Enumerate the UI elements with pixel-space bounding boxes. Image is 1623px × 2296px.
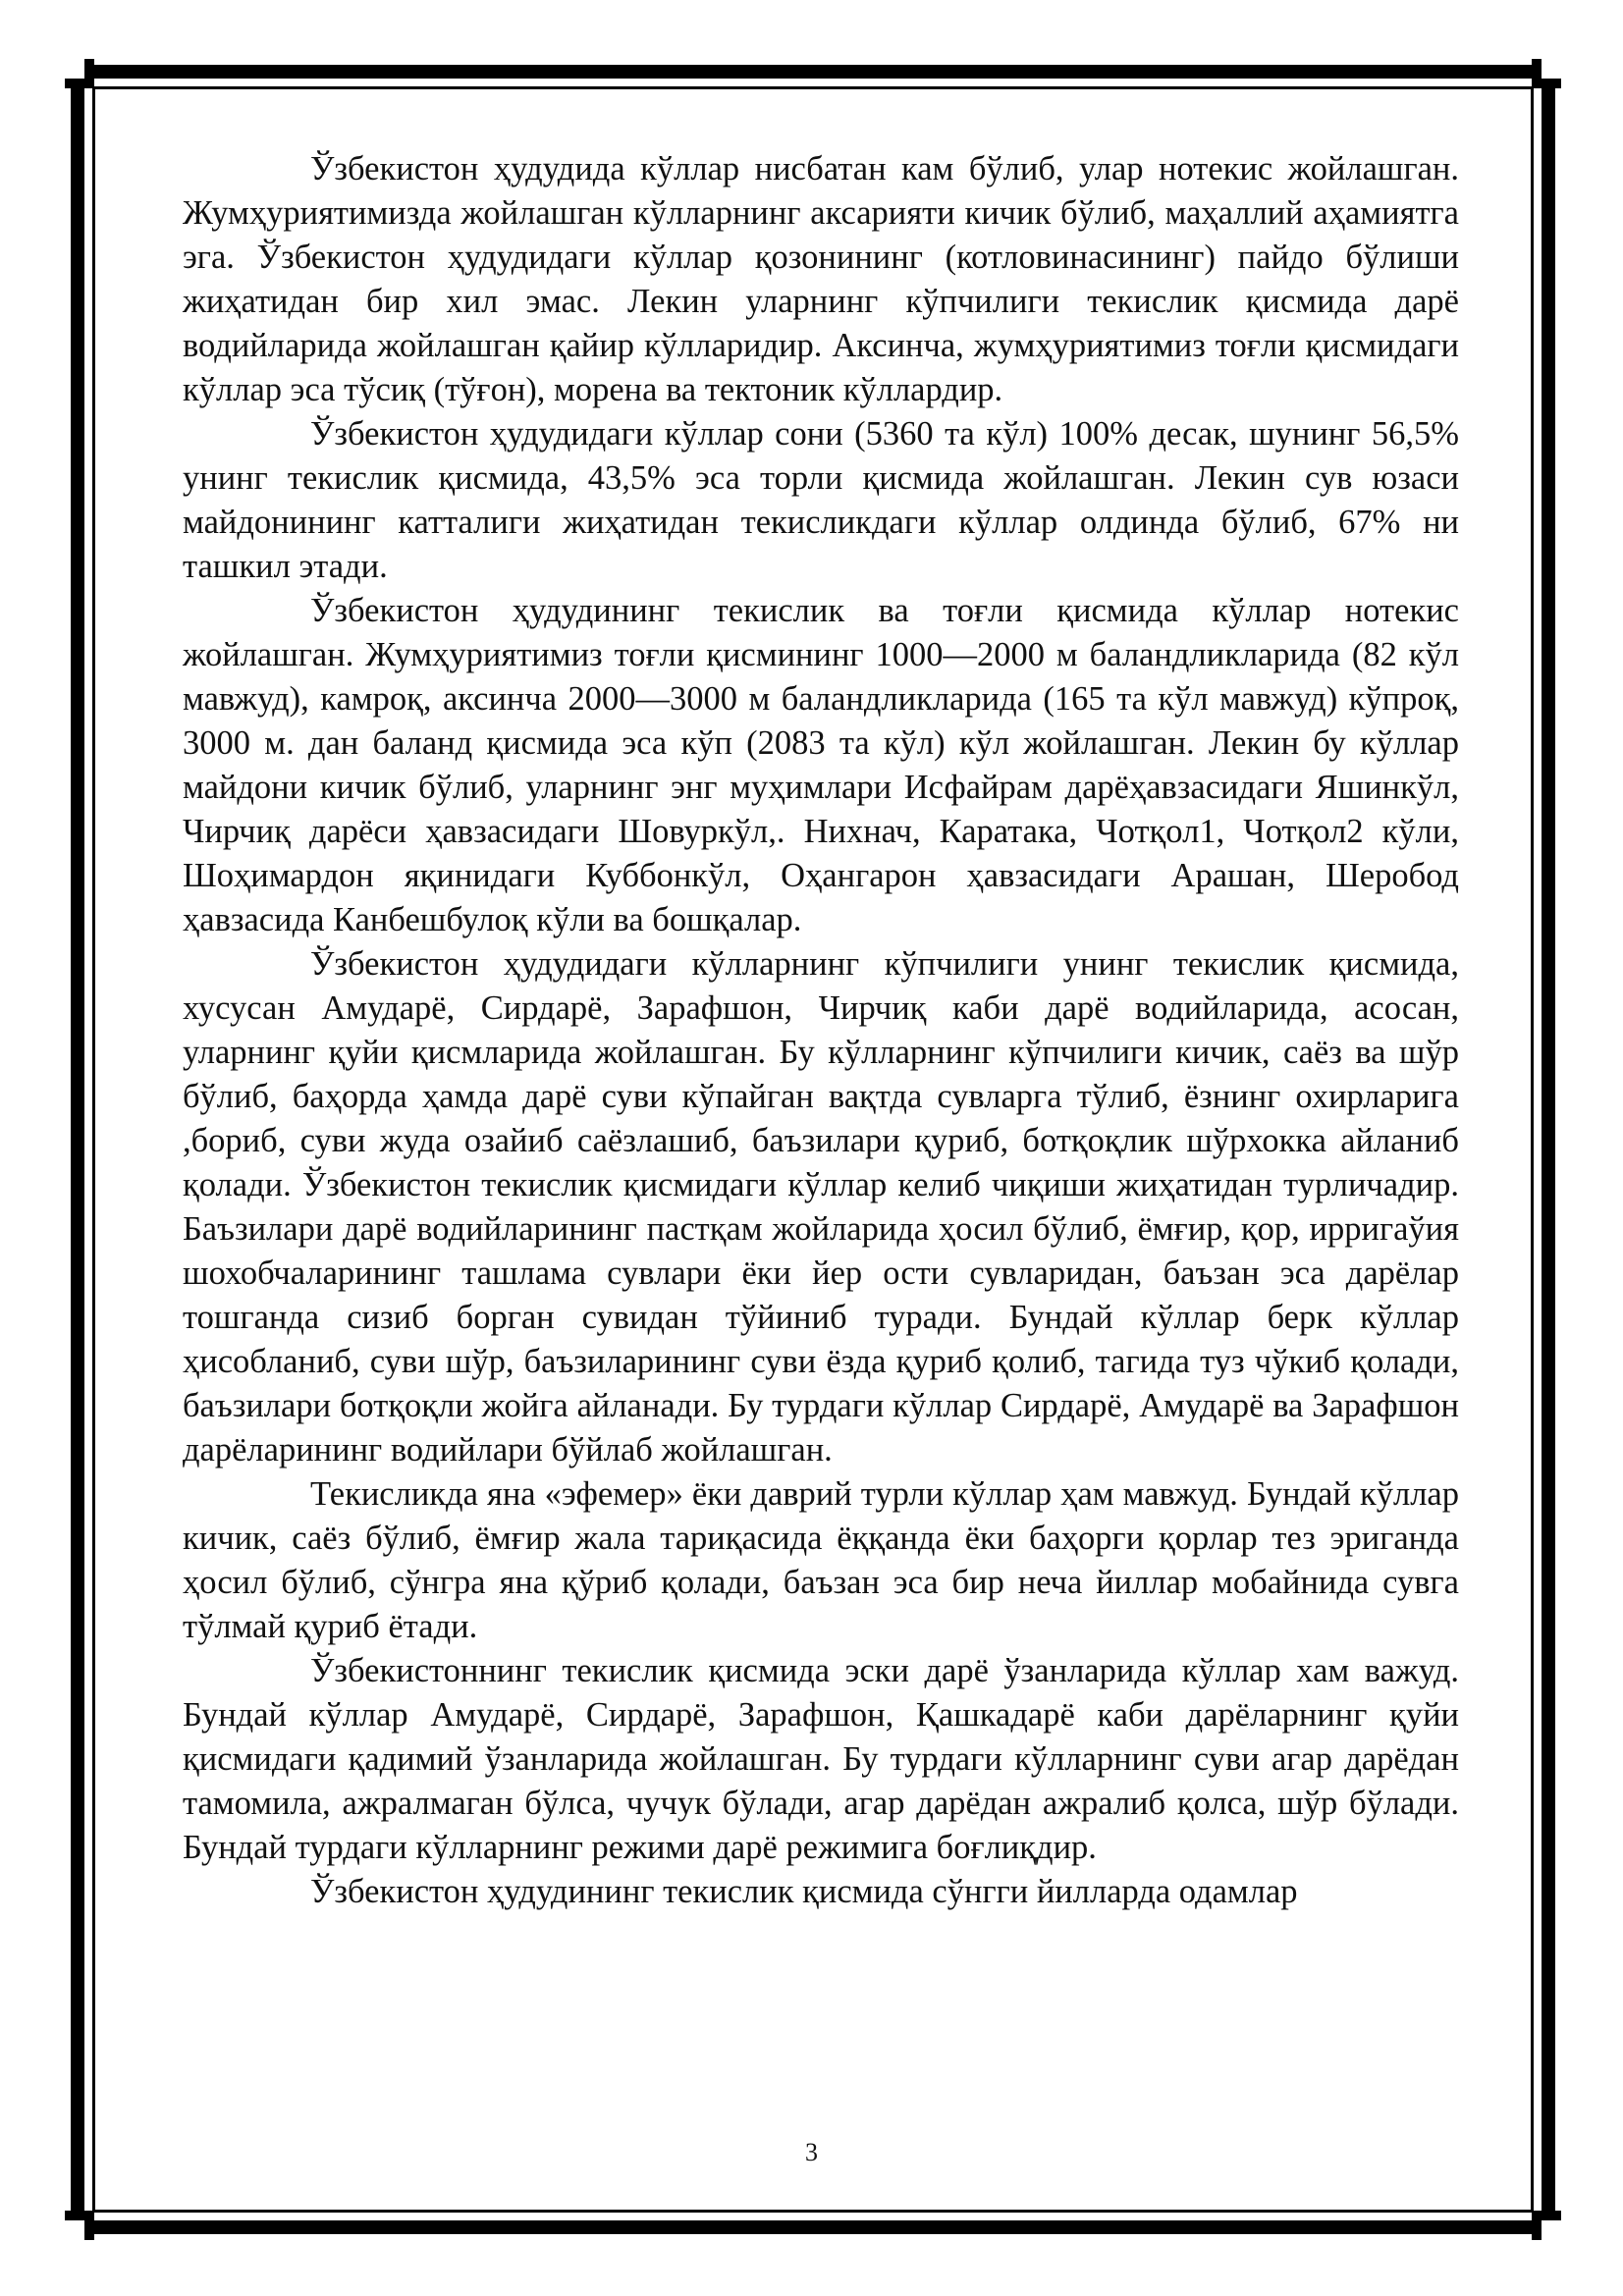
paragraph: Ўзбекистон ҳудудида кўллар нисбатан кам бўлиб, улар нотекис жойлашган. Жумҳуриятимизда жойлашган кўлларнинг аксарияти кичик бўлиб, маҳаллий аҳамиятга эга. Ўзбекистон ҳудудидаги кўллар қозонининг (котловинасининг) пайдо бўлиши жиҳатидан бир хил эмас. Лекин уларнинг кўпчилиги текислик қисмида дарё водийларида жойлашган қайир кўлларидир. Аксинча, жумҳуриятимиз тоғли қисмидаги кўллар эса тўсиқ (тўғон), морена ва тектоник кўллардир.: [183, 150, 1459, 408]
paragraph: Ўзбекистон ҳудудидаги кўлларнинг кўпчилиги унинг текислик қисмида, хусусан Амударё, Сирдарё, Зарафшон, Чирчиқ каби дарё водийларида, асосан, уларнинг қуйи қисмларида жойлашган. Бу кўлларнинг кўпчилиги кичик, саёз ва шўр бўлиб, баҳорда ҳамда дарё суви кўпайган вақтда сувларга тўлиб, ёзнинг охирларига ,бориб, суви жуда озайиб саёзлашиб, баъзилари қуриб, ботқоқлик шўрхокка айланиб қолади. Ўзбекистон текислик қисмидаги кўллар келиб чиқиши жиҳатидан турличадир. Баъзилари дарё водийларининг пастқам жойларида ҳосил бўлиб, ёмғир, қор, ирригаўия шохобчаларининг ташлама сувлари ёки йер ости сувларидан, баъзан эса дарёлар тошганда сизиб борган сувидан тўйиниб туради. Бундай кўллар берк кўллар ҳисобланиб, суви шўр, баъзиларининг суви ёзда қуриб қолиб, тагида туз чўкиб қолади, баъзилари ботқоқли жойга айланади. Бу турдаги кўллар Сирдарё, Амударё ва Зарафшон дарёларининг водийлари бўйлаб жойлашган.: [183, 945, 1459, 1468]
paragraph: Ўзбекистон ҳудудидаги кўллар сони (5360 та кўл) 100% десак, шунинг 56,5% унинг текислик қисмида, 43,5% эса торли қисмида жойлашган. Лекин сув юзаси майдонининг катталиги жиҳатидан текисликдаги кўллар олдинда бўлиб, 67% ни ташкил этади.: [183, 415, 1459, 585]
border-corner-ornament: [1532, 2211, 1561, 2240]
paragraph: Ўзбекистоннинг текислик қисмида эски дарё ўзанларида кўллар хам важуд. Бундай кўллар Амударё, Сирдарё, Зарафшон, Қашкадарё каби дарёларнинг қуйи қисмидаги қадимий ўзанларида жойлашган. Бу турдаги кўлларнинг суви агар дарёдан тамомила, ажралмаган бўлса, чучук бўлади, агар дарёдан ажралиб қолса, шўр бўлади. Бундай турдаги кўлларнинг режими дарё режимига боғлиқдир.: [183, 1652, 1459, 1866]
paragraph: Ўзбекистон ҳудудининг текислик қисмида сўнгги йилларда одамлар: [310, 1873, 1298, 1910]
border-corner-ornament: [65, 59, 94, 88]
body-text: [183, 147, 1459, 1914]
border-corner-ornament: [65, 2211, 94, 2240]
page-number: 3: [805, 2138, 818, 2166]
paragraph: Текисликда яна «эфемер» ёки даврий турли кўллар ҳам мавжуд. Бундай кўллар кичик, саёз бўлиб, ёмғир жала тариқасида ёққанда ёки баҳорги қорлар тез эриганда ҳосил бўлиб, сўнгра яна қўриб қолади, баъзан эса бир неча йиллар мобайнида сувга тўлмай қуриб ётади.: [183, 1475, 1459, 1645]
paragraph: Ўзбекистон ҳудудининг текислик ва тоғли қисмида кўллар нотекис жойлашган. Жумҳуриятимиз тоғли қисмининг 1000—2000 м баландликларида (82 кўл мавжуд), камроқ, аксинча 2000—3000 м баландликларида (165 та кўл мавжуд) кўпроқ, 3000 м. дан баланд қисмида эса кўп (2083 та кўл) кўл жойлашган. Лекин бу кўллар майдони кичик бўлиб, уларнинг энг муҳимлари Исфайрам дарёҳавзасидаги Яшинкўл, Чирчиқ дарёси ҳавзасидаги Шовуркўл,. Нихнач, Каратака, Чотқол1, Чотқол2 кўли, Шоҳимардон яқинидаги Куббонкўл, Оҳангарон ҳавзасидаги Арашан, Шеробод ҳавзасида Канбешбулоқ кўли ва бошқалар.: [183, 592, 1459, 938]
border-corner-ornament: [1532, 59, 1561, 88]
